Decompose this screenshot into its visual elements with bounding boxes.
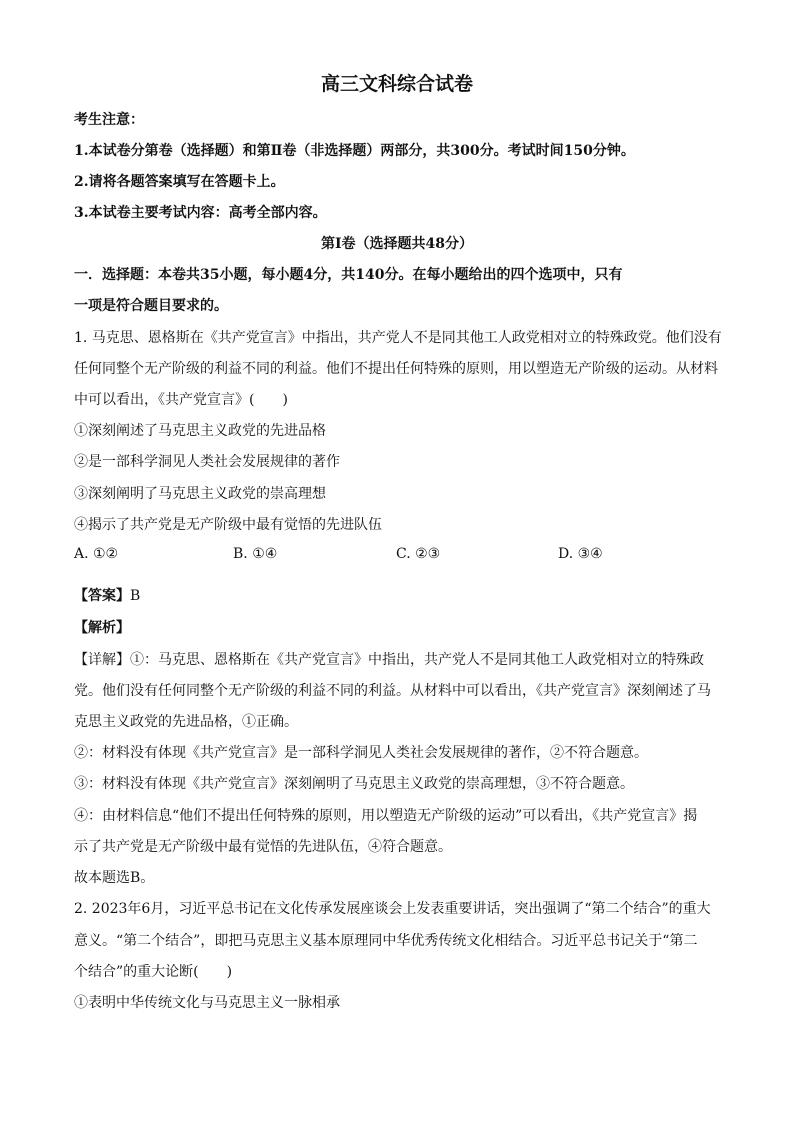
detail-line: 克思主义政党的先进品格，①正确。 [74,714,298,730]
detail-tag: 【详解】 [74,652,130,668]
instruction-line: 一项是符合题目要求的。 [74,298,228,314]
detail-line: ②：材料没有体现《共产党宣言》是一部科学洞见人类社会发展规律的著作，②不符合题意。 [74,745,648,761]
q1-statement: ①深刻阐述了马克思主义政党的先进品格 [74,423,326,439]
analysis-line [74,618,734,638]
answer-line [74,586,734,606]
detail-line: 党。他们没有任何同整个无产阶级的利益不同的利益。从材料中可以看出，《共产党宣言》深刻阐述了马 [74,683,711,699]
detail-text: ①：马克思、恩格斯在《共产党宣言》中指出，共产党人不是同其他工人政党相对立的特殊政 [130,652,704,668]
instruction-line: 一．选择题：本卷共35小题，每小题4分，共140分。在每小题给出的四个选项中，只有 [74,267,623,283]
answer-tag: 【答案】 [74,588,130,604]
detail-line: 故本题选B。 [74,870,155,886]
notice-item: 3.本试卷主要考试内容：高考全部内容。 [74,205,327,221]
section-title: 第Ⅰ卷（选择题共48分） [320,236,474,252]
detail-line: ④：由材料信息“他们不提出任何特殊的原则，用以塑造无产阶级的运动”可以看出，《共产党宣言》揭 [74,808,698,824]
q2-stem-line: 2. 2023年6月，习近平总书记在文化传承发展座谈会上发表重要讲话，突出强调了“第二个结合”的重大 [74,901,711,917]
detail-line: ③：材料没有体现《共产党宣言》深刻阐明了马克思主义政党的崇高理想，③不符合题意。 [74,776,634,792]
q2-stem-line: 意义。“第二个结合”，即把马克思主义基本原理同中华优秀传统文化相结合。习近平总书记关于“第二 [74,933,698,949]
q2-stem-line: 个结合”的重大论断( ) [74,964,233,980]
page-title: 高三文科综合试卷 [320,73,473,95]
notice-heading: 考生注意： [74,112,144,128]
analysis-tag: 【解析】 [74,620,130,636]
notice-item: 2.请将各题答案填写在答题卡上。 [74,174,285,190]
option-d: D. ③④ [558,546,603,562]
q1-stem-line: 任何同整个无产阶级的利益不同的利益。他们不提出任何特殊的原则，用以塑造无产阶级的运动。从材料 [74,361,718,377]
q2-statement: ①表明中华传统文化与马克思主义一脉相承 [74,995,340,1011]
option-c: C. ②③ [396,546,441,562]
option-b: B. ①④ [233,546,278,562]
q1-statement: ③深刻阐明了马克思主义政党的崇高理想 [74,486,326,502]
q1-statement: ②是一部科学洞见人类社会发展规律的著作 [74,454,340,470]
q1-stem-line: 1. 马克思、恩格斯在《共产党宣言》中指出，共产党人不是同其他工人政党相对立的特殊政党。他们没有 [74,330,722,346]
q1-statement: ④揭示了共产党是无产阶级中最有觉悟的先进队伍 [74,517,382,533]
q1-stem-line: 中可以看出，《共产党宣言》( ) [74,392,288,408]
q1-options [74,546,734,566]
detail-line: 示了共产党是无产阶级中最有觉悟的先进队伍，④符合题意。 [74,839,452,855]
option-a: A. ①② [74,546,119,562]
notice-item: 1.本试卷分第卷（选择题）和第Ⅱ卷（非选择题）两部分，共300分。考试时间150分钟。 [74,143,635,159]
answer-value: B [130,588,141,604]
detail-line [74,650,734,670]
